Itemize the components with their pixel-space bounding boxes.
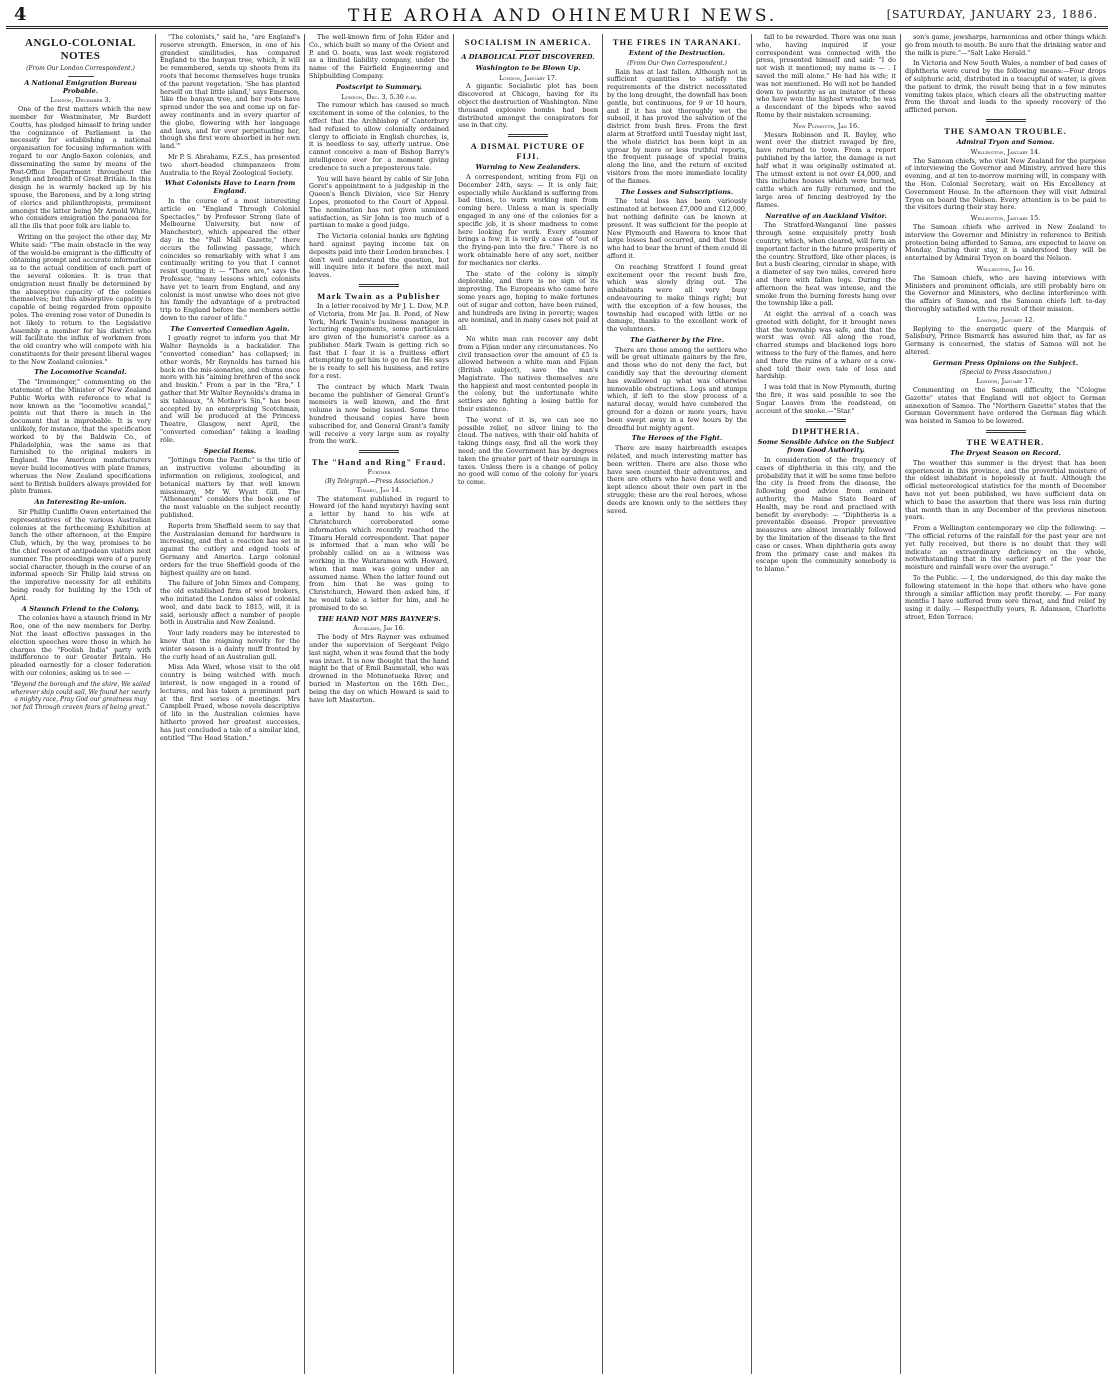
subheading: Extent of the Destruction. [628, 49, 726, 57]
paragraph: The contract by which Mark Twain became the publisher of General Grant's memoirs is well known, and the first volume is now being issued. Some three hundred thousand copies have been subscribed for, and General Grant's family will receive a very large sum as royalty from the work. [309, 382, 449, 446]
paragraph: The Victoria colonial banks are fighting hard against paying income tax on deposits paid into their London branches. I don't well understand the question, but will inquire into it before the next mail leaves. [309, 232, 449, 280]
article-heading: ANGLO-COLONIAL NOTES [25, 37, 136, 62]
article-heading: Mark Twain as a Publisher [317, 290, 441, 301]
subheading: Narrative of an Auckland Visitor. [765, 211, 887, 220]
paragraph: The total loss has been variously estimated at between £7,000 and £12,000, but nothing definite can be known at present. It was sufficient for the people at New Plymouth and Hawera to know that large losses had occurred, and that those who had to bear the brunt of them could ill afford it. [607, 197, 747, 260]
subheading: The Losses and Subscriptions. [620, 187, 734, 196]
column-1 [6, 34, 155, 1374]
subheading: A DIABOLICAL PLOT DISCOVERED. [461, 53, 595, 61]
paragraph: Rain has at last fallen. Although not in sufficient quantities to satisfy the requirements of the district necessitated by the long drought, the downfall has been gentle, but continuous, for 9 or 10 hours, and if it has not thoroughly wet the subsoil, it has proved the salvation of the district from bush fires. From the first alarm at Stratford until Tuesday night last, the whole district has been kept in an uproar by more or less truthful reports, the frequent passage of special trains along the line, and the return of excited visitors from the more immediate locality of the flames. [607, 67, 747, 185]
paragraph: In Victoria and New South Wales, a number of bad cases of diphtheria were cured by the following means:—Four drops of sulphuric acid, distributed in a teacupful of water, is given the patient to drink, the result being that in a few minutes vomiting takes place, which clears all the obstructing matter from the throat and leads to the speedy recovery of the afflicted person. [905, 59, 1106, 115]
divider [986, 430, 1026, 433]
article-heading: DIPHTHERIA. [792, 426, 860, 437]
paragraph: There are many hairbreadth escapes related, and much interesting matter has been written. There are also those who have seen counted their adventures, and there are others who have done well and kept silence about their own part in the struggle; these are the real heroes, whose deeds are known only to the settlers they saved. [607, 444, 747, 515]
column-4 [453, 34, 602, 1374]
divider [508, 134, 548, 137]
paragraph: The rumour which has caused so much excitement in some of the colonies, to the effect that the Archbishop of Canterbury had refused to allow colonially ordained clergy to officiate in English churches, is, it is needless to say, utterly untrue. One cannot conceive a man of Bishop Barry's intelligence ever for a moment giving credence to such a preposterous tale. [309, 101, 449, 172]
paragraph: Your lady readers may be interested to know that the reigning novelty for the winter season is a dainty muff fronted by the curly head of an Australian gull. [160, 629, 300, 661]
column-7 [900, 34, 1110, 1374]
article-heading: The "Hand and Ring" Fraud. [311, 457, 447, 468]
article-heading: SOCIALISM IN AMERICA. [464, 37, 592, 47]
divider [359, 284, 399, 287]
paragraph: Reports from Sheffield seem to say that the Australasian demand for hardware is increasing, and that a reaction has set in against the cutlery and edged tools of Germany and America. Large colonial orders for the true Sheffield goods of the highest quality are on hand. [160, 521, 300, 577]
divider [359, 450, 399, 453]
masthead-rule [6, 26, 1108, 29]
divider [68, 76, 94, 77]
paragraph: Commenting on the Samoan difficulty, the "Cologne Gazette" states that England will not object to German annexation of Samoa. The "Northern Gazette" states that the German Government have ordered the German flag which was hoisted in Samoa to be lowered. [905, 386, 1106, 426]
byline: (By Telegraph.—Press Association.) [324, 478, 434, 486]
paragraph: The colonies have a staunch friend in Mr Roe, one of the new members for Derby. Not the least effective passages in the election speeches were those in which he charges the "Foolish India" party with indifference to our Greater Britain. He pleaded earnestly for a closer federation with our colonies, asking us to see — [10, 614, 151, 677]
paragraph: One of the first matters which the new member for Westminster, Mr Burdett Coutts, has pledged himself to bring under the cognizance of Parliament is the necessity for establishing a national organisation for focusing information with regard to our Anglo-Saxon colonies, and disseminating the same by means of the Post-Office Department throughout the length and breadth of Great Britain. In this design he is warmly backed up by his spouse, the Baroness, and by a long string of clerics and philanthropists, prominent amongst the latter being Mr Arnold White, who considers emigration the panacea for all the ills that poor folk are liable to. [10, 105, 151, 231]
column-2 [155, 34, 304, 1374]
paragraph: No white man can recover any debt from a Fijian under any circumstances. No civil transaction over the amount of £5 is allowed between a white man and Fijian (British subject), save the man's Magistrate. The natives themselves are the happiest and most contented people in the colony, but the unfortunate white settlers are fighting a losing battle for their existence. [458, 334, 598, 414]
dateline: Wellington, January 15. [970, 214, 1041, 223]
dateline: London, January 17. [976, 377, 1035, 386]
paragraph: Writing on the project the other day, Mr White said: "The main obstacle in the way of the would-be emigrant is the difficulty of obtaining prompt and accurate information as to the actual condition of each part of the several colonies. It is true that emigration must finally be determined by the absorptive capacity of the colonies themselves; but this absorptive capacity is capable of being regarded from opposite poles. The evening rose voter of Dunedin is not likely to return to the Legislative Assembly a member for his district who will facilitate the influx of workmen from the old country who will compete with his constituents for their present liberal wages to the New Zealand colonies." [10, 232, 151, 366]
paragraph: In a letter received by Mr J. L. Dow, M.P. of Victoria, from Mr Jas. B. Pond, of New York, Mark Twain's business manager in lecturing engagements, some particulars are given of the humorist's career as a publisher. Mark Twain is getting rich so fast that I fear it is a fruitless effort attempting to get him to go on far. He says he is ready to sell his business, and retire for a rest. [309, 301, 449, 381]
paragraph: fall to be rewarded. There was one man who, having inquired if your correspondent was connected with the press, presented himself and said: "I do not wish it mentioned; my name is — . I saved the mill alone." He had his wife; it was not mentioned. He will not be handed down to posterity as an imitator of those who have won the highest wreath; he was a descendant of the bipeds who saved Rome by their mistaken screaming. [756, 34, 896, 119]
subheading: The Dryest Season on Record. [950, 449, 1061, 458]
subheading: German Press Opinions on the Subject. [932, 358, 1079, 367]
issue-date: [SATURDAY, JANUARY 23, 1886. [886, 8, 1098, 21]
column-3 [304, 34, 453, 1374]
subheading: The Converted Comedian Again. [170, 324, 290, 333]
dateline: Timaru, Jan 14. [356, 485, 402, 494]
verse: "Beyond the borough and the shire, We sailed wherever ship could sail, We found her nearly a mighty race, Pray God our greatness may not fail Through craven fears of being great." [10, 680, 151, 712]
paragraph: The failure of John Simes and Company, the old established firm of wool brokers, who initiated the London sales of colonial wool, and date back to 1815, will, it is said, seriously affect a number of people both in Australia and New Zealand. [160, 579, 300, 627]
paragraph: A gigantic Socialistic plot has been discovered at Chicago, having for its object the destruction of Washington. Nine thousand explosive bombs had been distributed amongst the conspirators for use in that city. [458, 82, 598, 130]
subheading: An Interesting Re-union. [34, 498, 127, 507]
subheading: THE HAND NOT MRS BAYNER'S. [317, 614, 441, 623]
article-heading: THE FIRES IN TARANAKI. [612, 37, 742, 47]
paragraph: I greatly regret to inform you that Mr Walter Reynolds is a backslider. The "converted comedian" has collapsed; in other words, Mr Reynolds has turned his back on the mis-sionaries, and chums once more with his "aiming brethren of the sock and buskin." From a par in the "Era," I gather that Mr Walter Reynolds's drama in six tableaux, "A Mother's Sin," has been accepted by an enterprising Scotchman, and will be produced at the Princess Theatre, Glasgow, next April, the "converted comedian" taking a leading rôle. [160, 334, 300, 444]
article-heading: THE WEATHER. [966, 437, 1045, 448]
page-number: 4 [14, 4, 27, 25]
dateline: London, December 3. [50, 96, 111, 105]
paragraph: The well-known firm of John Elder and Co., which built so many of the Orient and P. and O. boats, was last week registered as a limited liability company, under the name of the Fairfield Engineering and Shipbuilding Company. [309, 34, 449, 80]
paragraph: The statement published in regard to Howard (of the hand mystery) having sent a letter by hand to his wife at Christchurch corroborated some information which recently reached the Timaru Herald correspondent. That paper is informed that a man who will be probably called on as a witness was working in the Waitaramea with Howard, when that man was going under an assumed name. When the latter found out from him that he was going to Christchurch, Howard then asked him, if he would take a letter for him, and he promised to do so. [309, 494, 449, 612]
divider [806, 419, 846, 422]
byline: (From Our Own Correspondent.) [627, 59, 727, 67]
paragraph: Messrs Robinson and R. Bayley, who went over the district ravaged by fire, have returned to town. From a report published by the latter, the damage is not half what it was originally estimated at. The utmost extent is not over £4,000, and this includes houses which were burned, cattle which are fully returned, and the large area of fencing destroyed by the flames. [756, 130, 896, 209]
subheading: The Heroes of the Fight. [631, 434, 723, 443]
dateline: Wellington, January 14. [970, 147, 1041, 156]
subheading: Postscript to Summary. [336, 82, 422, 91]
paragraph: The worst of it is, we can see no possible relief, no silver lining to the cloud. The natives, with their old habits of taking things easy, find all the work they need; and the Government has by degrees taken the greater part of their earnings in taxes. Unless there is a change of policy no good will come of the colony for years to come. [458, 415, 598, 487]
paragraph: Replying to the energetic query of the Marquis of Salisbury, Prince Bismarck has assured him that, as far as Germany is concerned, the status of Samoa will not be altered. [905, 324, 1106, 356]
paragraph: From a Wellington contemporary we clip the following: — "The official returns of the rainfall for the past year are not yet fully received, but there is no doubt that they will indicate an extraordinary deficiency on the whole, notwithstanding that in the earlier part of the year the moisture and rainfall were over the average." [905, 524, 1106, 572]
divider [986, 119, 1026, 122]
paragraph: The weather this summer is the dryest that has been experienced in this province, and the proverbial moisture of the oldest inhabitant is hopelessly at fault. Although the official meteorological statistics for the month of December have not yet been published, we have sufficient data on which to base the assertion that there was less rain during that month than in any December of the previous nineteen years. [905, 458, 1106, 522]
subheading: Washington to be Blown Up. [475, 63, 581, 72]
dateline: New Plymouth, Jan 16. [792, 121, 860, 130]
paragraph: Miss Ada Ward, whose visit to the old country is being watched with much interest, is now engaged in a round of lectures, and has taken a prominent part at the first series of meetings. Mrs Campbell Praed, whose novels descriptive of life in the Australian colonies have hitherto proved her greatest successes, has just concluded a tale of a similar kind, entitled "The Head Station." [160, 663, 300, 742]
subheading: Some Sensible Advice on the Subject from Good Authority. [757, 438, 895, 455]
paragraph: The Samoan chiefs, who visit New Zealand for the purpose of interviewing the Governor and Ministry, arrived here this evening, and at ten to-morrow morning will, in company with the Hon. Colonial Secretary, wait on His Excellency at Government House. In the afternoon they will visit Admiral Tryon on board the Nelson. Every attention is to be paid to the visitors during their stay here. [905, 156, 1106, 212]
paragraph: At eight the arrival of a coach was greeted with delight, for it brought news that the township was safe, and that the worst was over. All along the road, charred stumps and blackened logs bore witness to the fury of the flames, and here and there the ruins of a whare or a cow-shed told their own tale of loss and hardship. [756, 310, 896, 381]
paragraph: I was told that in New Plymouth, during the fire, it was said possible to see the Sugar Loaves from the roadstead, on account of the smoke.—"Star." [756, 383, 896, 415]
paragraph: The Stratford-Wanganui line passes through some exquisitely pretty bush country, which, when cleared, will form an important factor in the future prosperity of the country. Stratford, like other places, is but a bush clearing, circular in shape, with a diameter of say two miles, covered here and there with fallen logs. During the afternoon the heat was intense, and the smoke from the burning forests hung over the township like a pall. [756, 221, 896, 308]
paragraph: son's game, jewsharps, harmonicas and other things which go from mouth to mouth. Be sure that the drinking water and the milk is pure."—"Salt Lake Herald." [905, 34, 1106, 57]
notice: To the Public. — I, the undersigned, do this day make the following statement in the hope that others who have gone through a similar affliction may profit thereby. — For many months I have suffered from sore throat, and find relief by using it daily. — Respectfully yours, R. Adamson, Charlotte street, Eden Terrace. [905, 574, 1106, 621]
byline: (From Our London Correspondent.) [26, 65, 135, 72]
column-5 [602, 34, 751, 1374]
subheading: A National Emigration Bureau Probable. [24, 78, 137, 95]
paragraph: The "Ironmonger," commenting on the statement of the Minister of New Zealand Public Works with reference to what is now known as the "locomotive scandal," points out that there is much in the document that is improbable. It is very unlikely, for instance, that the specification worked to by the Baldwin Co., of Philadelphia, was the same as that furnished to the original makers in England. The American manufacturers never build locomotives with plate frames, whereas the New Zealand specifications sent to British builders always provided for plate frames. [10, 378, 151, 496]
paragraph: The state of the colony is simply deplorable, and there is no sign of its improving. The Europeans who came here some years ago, hoping to make fortunes out of sugar and cotton, have been ruined, and hundreds are living in poverty; wages are nominal, and in many cases not paid at all. [458, 269, 598, 333]
paper-title: THE AROHA AND OHINEMURI NEWS. [348, 6, 778, 26]
byline: (Special to Press Association.) [959, 369, 1052, 377]
subheading: A Staunch Friend to the Colony. [21, 604, 140, 613]
divider [515, 50, 541, 51]
paragraph: Sir Phillip Cunliffe Owen entertained the representatives of the various Australian colonies at the forthcoming Exhibition at lunch the other afternoon, at the Empire Club, which, by the way, promises to be the chief resort of antipodean visitors next summer. The proceedings were of a purely social character, though in the course of an informal speech Sir Philip laid stress on the imperative necessity for all exhibits being ready for building by the 15th of April. [10, 508, 151, 602]
dateline: London, January 17. [499, 73, 557, 82]
paragraph: The Samoan chiefs, who are having interviews with Ministers and prominent officials, are still probably here on the Governor and Ministers, who decline interference with the affairs of Samoa, and the Samoan chiefs left to-day thoroughly satisfied with the result of their mission. [905, 273, 1106, 313]
paragraph: A correspondent, writing from Fiji on December 24th, says: — It is only fair, especially while Auckland is suffering from bad times, to warn working men from coming here. Unless a man is specially engaged in any one of the colonies for a specific job, it is sheer madness to come here looking for work. Every steamer brings a few; it is verily a case of "out of the frying-pan into the fire." There is no work obtainable here of any sort, neither for mechanics nor clerks. [458, 172, 598, 267]
dateline: London, Dec. 3, 5.30 p.m. [341, 92, 417, 101]
dateline: London, January 12. [976, 315, 1035, 324]
subheading: The Gatherer by the Fire. [630, 335, 724, 344]
paragraph: There are those among the settlers who will be great ultimate gainers by the fire, and those who do not deny the fact, but candidly say that the devouring element has swallowed up what was otherwise immovable obstructions. Logs and stumps which, if left to the slow process of a natural decay, would have cumbered the ground for a dozen or more years, have been swept away in a few hours by the dreadful but mighty agent. [607, 345, 747, 432]
article-heading: A DISMAL PICTURE OF FIJI. [470, 141, 586, 162]
subheading: Warning to New Zealanders. [475, 163, 581, 172]
column-6 [751, 34, 900, 1374]
subheading: Special Items. [203, 446, 257, 455]
subheading: Admiral Tryon and Samoa. [956, 137, 1055, 146]
paragraph: The Samoan chiefs who arrived in New Zealand to interview the Governor and Ministry in reference to British protection being afforded to Samoa, are expected to leave on Monday. During their stay, it is understood they will be entertained by Admiral Tryon on board the Nelson. [905, 222, 1106, 263]
article-heading: THE SAMOAN TROUBLE. [944, 125, 1067, 136]
subheading: What Colonists Have to Learn from England. [164, 179, 296, 196]
columns [6, 34, 1110, 1374]
paragraph: In consideration of the frequency of cases of diphtheria in this city, and the probability that it will be some time before the city is freed from the disease, the following good advice from eminent authority, the Maine State Board of Health, may be read and practised with benefit by everybody: — "Diphtheria is a preventable disease. Proper preventive measures are almost invariably followed by the limitation of the disease to the first case or cases. When diphtheria gets away from the primary case and makes its escape upon the community somebody is to blame." [756, 456, 896, 574]
paragraph: "Jottings from the Pacific" is the title of an instructive volume abounding in information on religious, zoological, and botanical matters by that well known missionary, Mr W. Wyatt Gill. The "Athenaeum" considers the book one of the most valuable on the subject recently published. [160, 456, 300, 520]
paragraph: The body of Mrs Rayner was exhumed under the supervision of Sergeant Pelgo last night, when it was found that the body was intact. It is now thought that the hand might be that of Emil Baumstall, who was drowned in the Motunotueka River, and buried in Masterton on the 16th Dec., being the day on which Howard is said to have left Masterton. [309, 633, 449, 704]
subheading: The Locomotive Scandal. [34, 368, 127, 377]
paragraph: In the course of a most interesting article on "England Through Colonial Spectacles," by Professor Strong (late of Melbourne University, but now of Manchester), which appeared the other day in the "Pall Mall Gazette," there occurs the following passage, which coincides so remarkably with what I am continually writing to you that I cannot resist quoting it: — "There are," says the Professor, "many lessons which colonists have yet to learn from England, and any colonist is most unwise who does not give his family the advantage of a protracted trip to England before the members settle down to the career of life." [160, 196, 300, 322]
paragraph: On reaching Stratford I found great excitement over the recent bush fire, which was slowly dying out. The inhabitants were all very busy endeavouring to make things right; but with the exception of a few houses, the township had escaped with little or no damage, thanks to the excellent work of the volunteers. [607, 262, 747, 334]
paragraph: "The colonists," said he, "are England's reserve strength. Emerson, in one of his grandest similitudes, has compared England to the banyan tree, which, it will be remembered, sends up shoots from its roots that become themselves huge trunks of the parent vegetation. 'She has planted herself on that little island,' says Emerson, 'like the banyan tree, and her roots have spread under the sea and come up on far-away continents and in every quarter of the globe, flowering with her language and laws, and for ever perpetuating her, though she first were absorbed in her own land.'" [160, 34, 300, 151]
dateline: Wellington, Jan 16. [976, 264, 1035, 273]
paragraph: You will have heard by cable of Sir John Gorst's appointment to a judgeship in the Queen's Bench Division, vice Sir Henry Lopes, promoted to the Court of Appeal. The nomination has not given unmixed satisfaction, as Sir John is too much of a partisan to make a good judge. [309, 174, 449, 230]
dateline: Auckland, Jan 16. [353, 624, 405, 633]
subheading: Further [367, 468, 391, 477]
paragraph: Mr P. S. Abrahams, F.Z.S., has presented two short-headed chimpanzees from Australia to the Royal Zoological Society. [160, 152, 300, 177]
